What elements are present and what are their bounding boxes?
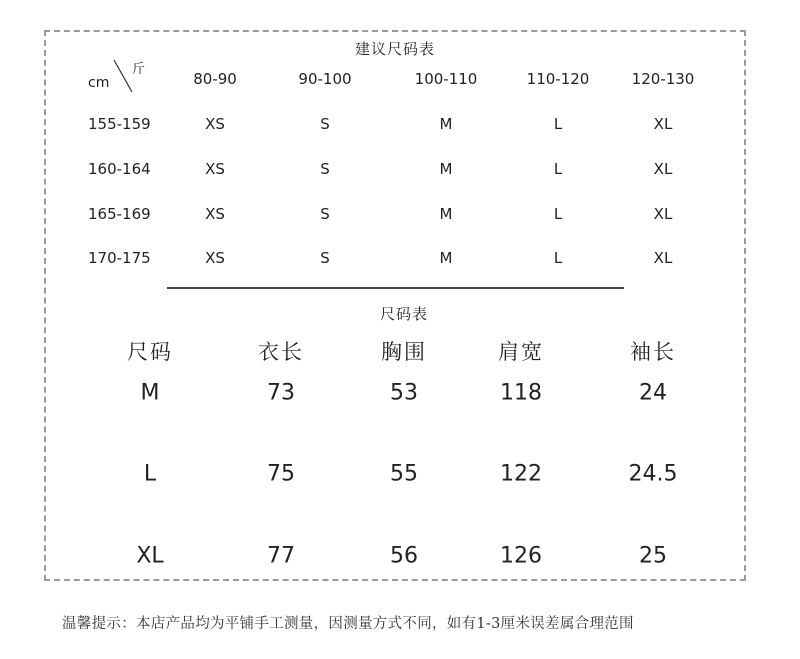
suggested-size-cell: XS	[205, 249, 225, 267]
weight-header-3: 110-120	[526, 70, 590, 88]
measure-header-2: 胸围	[381, 340, 427, 364]
height-row-label: 165-169	[88, 205, 151, 223]
measure-value-cell: 73	[267, 380, 295, 406]
suggested-size-cell: M	[439, 160, 453, 178]
measure-header-4: 袖长	[630, 340, 676, 364]
measure-value-cell: 75	[267, 461, 295, 487]
corner-diagonal-line	[110, 58, 136, 94]
measure-value-cell: 55	[390, 461, 418, 487]
measure-value-cell: 56	[390, 543, 418, 569]
suggested-size-cell: L	[553, 205, 563, 223]
weight-header-1: 90-100	[298, 70, 352, 88]
suggested-size-cell: XS	[205, 205, 225, 223]
weight-header-0: 80-90	[193, 70, 237, 88]
suggested-size-cell: XL	[653, 249, 673, 267]
suggested-size-cell: S	[320, 205, 330, 223]
height-row-label: 155-159	[88, 115, 151, 133]
weight-header-2: 100-110	[414, 70, 478, 88]
height-row-label: 160-164	[88, 160, 151, 178]
suggested-size-cell: S	[320, 160, 330, 178]
measure-value-cell: 24.5	[628, 461, 678, 487]
suggested-size-cell: XL	[653, 115, 673, 133]
corner-weight-label: 斤	[132, 62, 146, 77]
suggested-size-cell: XL	[653, 205, 673, 223]
suggested-size-cell: S	[320, 115, 330, 133]
corner-height-label: cm	[88, 75, 110, 91]
measure-value-cell: 53	[390, 380, 418, 406]
suggested-size-cell: XL	[653, 160, 673, 178]
measure-value-cell: 24	[639, 380, 667, 406]
suggested-size-cell: M	[439, 205, 453, 223]
suggested-size-cell: M	[439, 115, 453, 133]
size-label-cell: L	[143, 461, 157, 487]
suggested-size-cell: L	[553, 160, 563, 178]
size-label-cell: M	[140, 380, 160, 406]
measure-value-cell: 118	[500, 380, 542, 406]
size-label-cell: XL	[136, 543, 164, 569]
measure-value-cell: 126	[500, 543, 542, 569]
measure-value-cell: 77	[267, 543, 295, 569]
suggested-size-cell: S	[320, 249, 330, 267]
suggest-table-title: 建议尺码表	[355, 40, 436, 58]
height-row-label: 170-175	[88, 249, 151, 267]
measure-header-0: 尺码	[127, 340, 173, 364]
measurement-note: 温馨提示：本店产品均为平铺手工测量，因测量方式不同，如有1-3厘米误差属合理范围	[62, 616, 634, 632]
measure-table-title: 尺码表	[380, 305, 429, 323]
weight-header-4: 120-130	[631, 70, 695, 88]
measure-value-cell: 25	[639, 543, 667, 569]
measure-value-cell: 122	[500, 461, 542, 487]
suggested-size-cell: M	[439, 249, 453, 267]
suggested-size-cell: L	[553, 115, 563, 133]
suggested-size-cell: XS	[205, 160, 225, 178]
suggested-size-cell: L	[553, 249, 563, 267]
measure-header-3: 肩宽	[498, 340, 544, 364]
section-divider	[167, 287, 624, 289]
suggested-size-cell: XS	[205, 115, 225, 133]
measure-header-1: 衣长	[258, 340, 304, 364]
